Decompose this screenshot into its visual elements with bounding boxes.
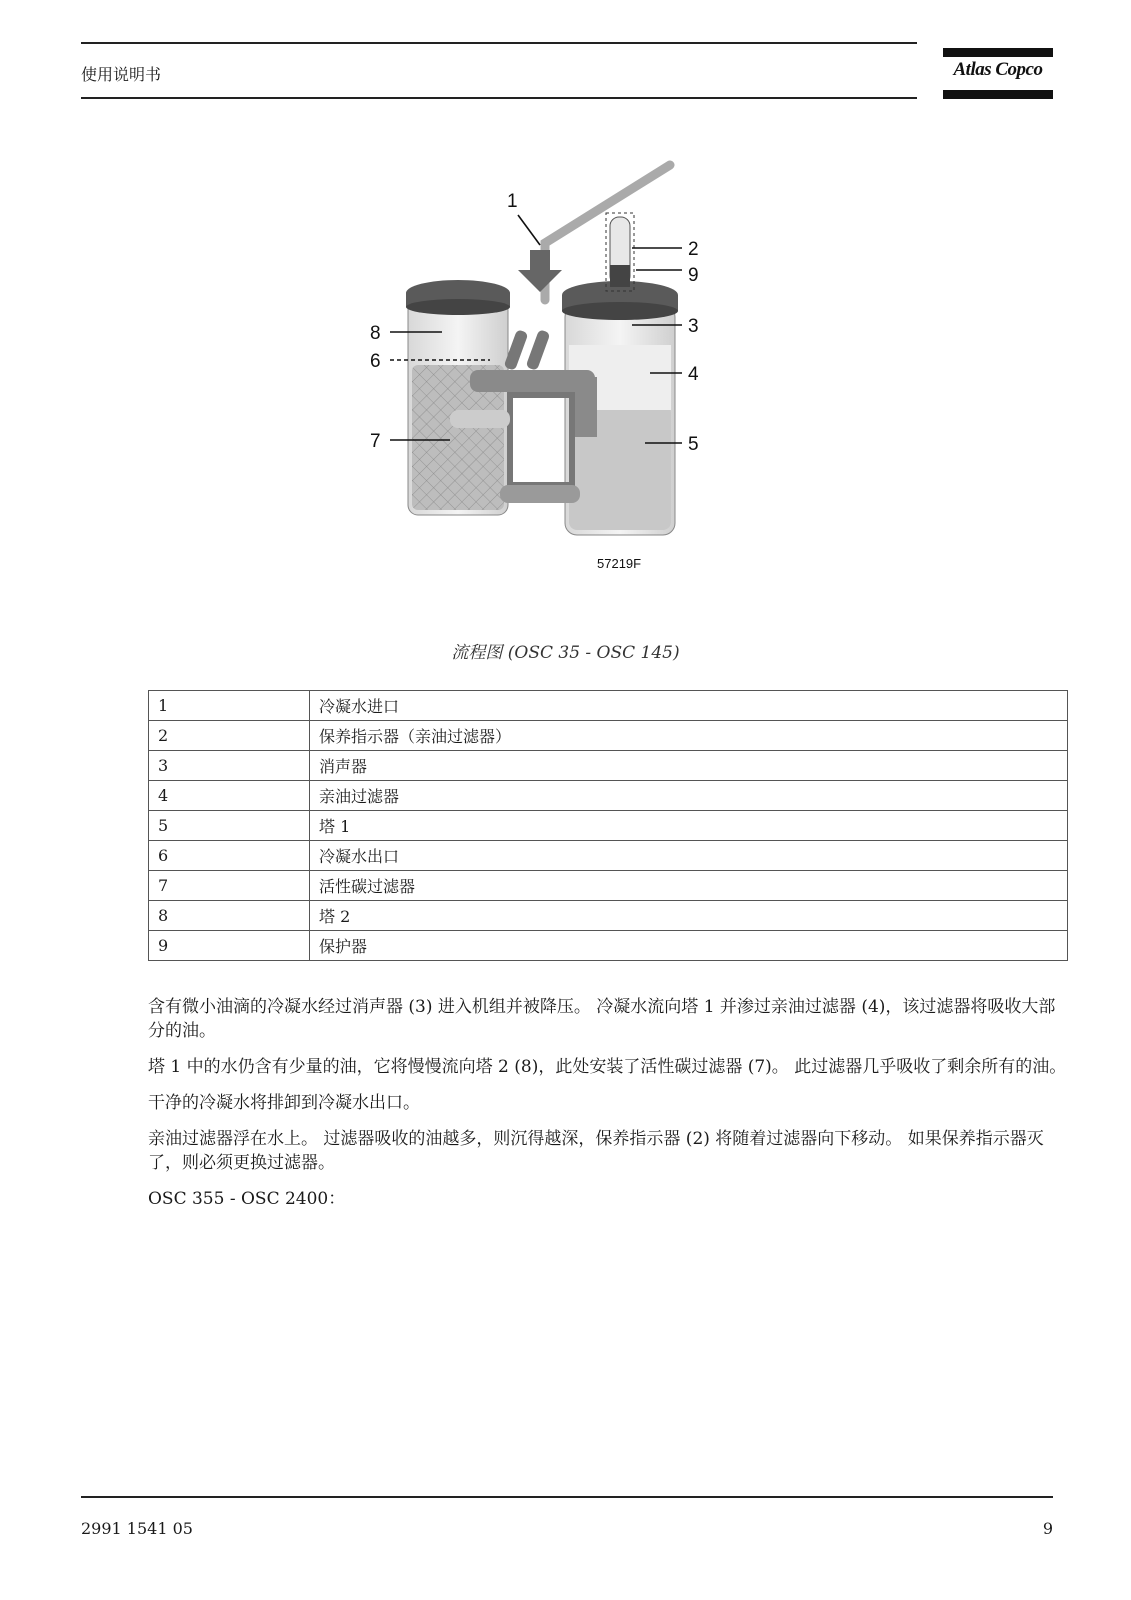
table-row: 1 冷凝水进口 (149, 691, 1068, 721)
callout-9: 9 (688, 265, 699, 286)
paragraph: 干净的冷凝水将排卸到冷凝水出口。 (148, 1093, 420, 1113)
atlas-copco-logo (943, 48, 1053, 100)
header-rule-top (81, 42, 917, 44)
silencer (504, 329, 551, 371)
table-row: 3 消声器 (149, 751, 1068, 781)
paragraph: 含有微小油滴的冷凝水经过消声器 (3) 进入机组并被降压。 冷凝水流向塔 1 并渗过亲油过滤器 (4)，该过滤器将吸收大部分的油。 (148, 997, 1056, 1041)
inlet-arrow (518, 250, 562, 292)
document-number: 2991 1541 05 (81, 1519, 193, 1538)
flow-diagram (370, 155, 750, 595)
figure-code: 57219F (597, 556, 642, 571)
table-row: 4 亲油过滤器 (149, 781, 1068, 811)
table-row: 5 塔 1 (149, 811, 1068, 841)
callout-1: 1 (507, 191, 518, 212)
legend-table (148, 690, 1068, 961)
body-text (148, 995, 1068, 1223)
table-row: 2 保养指示器（亲油过滤器） (149, 721, 1068, 751)
logo-bar-top (943, 48, 1053, 57)
logo-wordmark: Atlas Copco (953, 59, 1043, 80)
callout-3: 3 (688, 316, 699, 337)
table-row: 6 冷凝水出口 (149, 841, 1068, 871)
section-label: OSC 355 - OSC 2400： (148, 1189, 346, 1209)
logo-bar-bottom (943, 90, 1053, 99)
tower-2 (406, 280, 510, 515)
table-row: 8 塔 2 (149, 901, 1068, 931)
header-title: 使用说明书 (81, 65, 162, 84)
callout-6: 6 (370, 351, 381, 372)
callout-2: 2 (688, 239, 699, 260)
footer-rule (81, 1496, 1053, 1498)
figure-caption: 流程图 (OSC 35 - OSC 145) (451, 643, 680, 663)
table-row: 7 活性碳过滤器 (149, 871, 1068, 901)
callout-4: 4 (688, 364, 699, 385)
header-rule-bottom (81, 97, 917, 99)
table-row: 9 保护器 (149, 931, 1068, 961)
callout-8: 8 (370, 323, 381, 344)
inlet-pipe (545, 165, 670, 300)
page-number: 9 (1042, 1519, 1053, 1538)
paragraph: 亲油过滤器浮在水上。 过滤器吸收的油越多，则沉得越深，保养指示器 (2) 将随着过滤器向下移动。 如果保养指示器灭了，则必须更换过滤器。 (148, 1129, 1044, 1173)
callout-7: 7 (370, 431, 381, 452)
callout-5: 5 (688, 434, 699, 455)
paragraph: 塔 1 中的水仍含有少量的油，它将慢慢流向塔 2 (8)，此处安装了活性碳过滤器 (7)。 此过滤器几乎吸收了剩余所有的油。 (148, 1057, 1067, 1077)
